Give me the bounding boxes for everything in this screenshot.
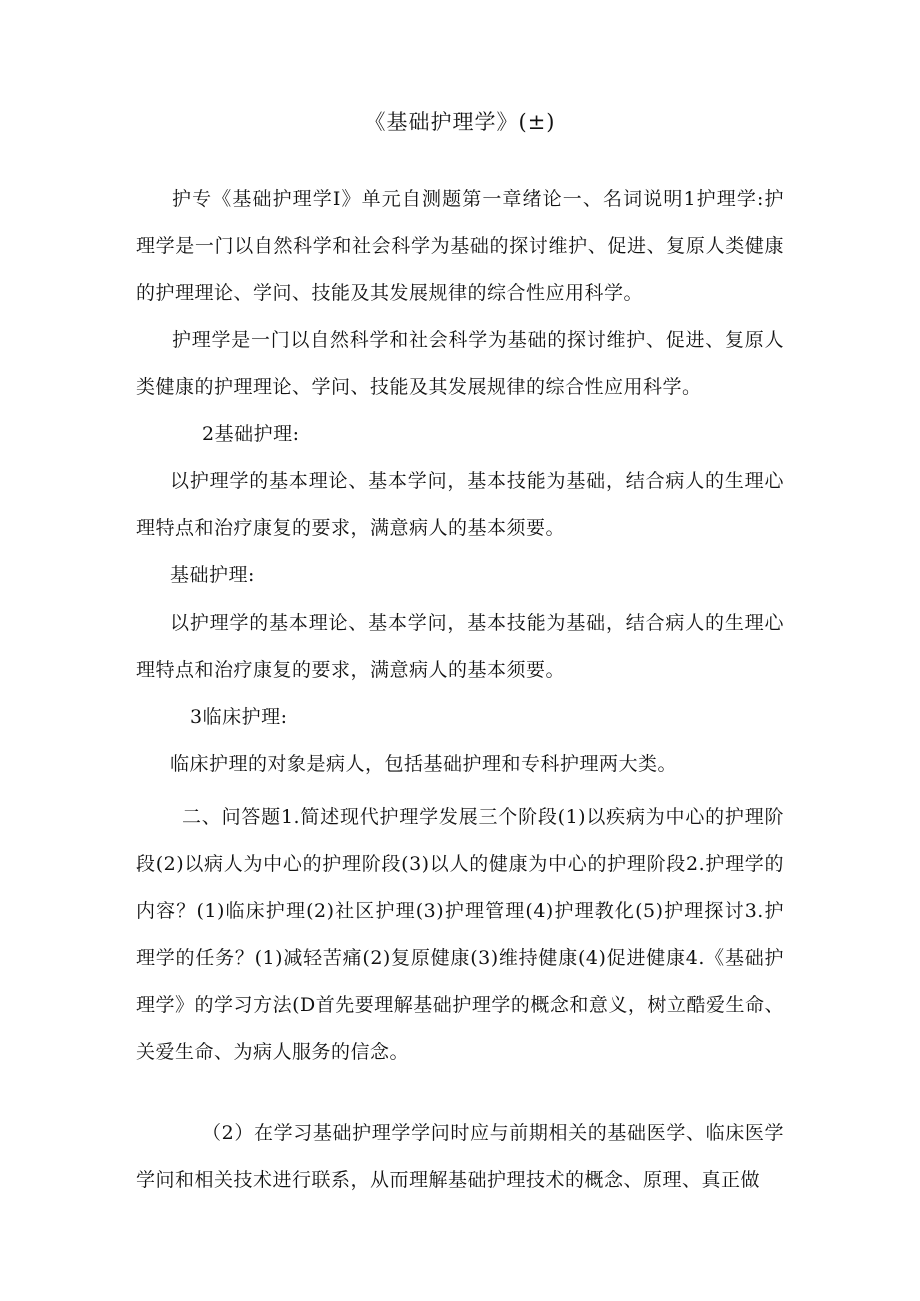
- heading-basic-nursing: 2基础护理:: [202, 423, 300, 445]
- paragraph-clinical-nursing: 临床护理的对象是病人，包括基础护理和专科护理两大类。: [170, 753, 678, 775]
- paragraph-learning-method-2: （2）在学习基础护理学学问时应与前期相关的基础医学、临床医学学问和相关技术进行联系，从而理解基础护理技术的概念、原理、真正做: [136, 1122, 784, 1191]
- paragraph-basic-nursing: 以护理学的基本理论、基本学问，基本技能为基础，结合病人的生理心理特点和治疗康复的要求，满意病人的基本须要。: [136, 470, 784, 539]
- heading-basic-nursing-repeat: 基础护理:: [170, 564, 255, 586]
- paragraph-definition-nursing: 护专《基础护理学I》单元自测题第一章绪论一、名词说明1护理学:护理学是一门以自然科学和社会科学为基础的探讨维护、促进、复原人类健康的护理理论、学问、技能及其发展规律的综合性应用科学。: [136, 188, 784, 304]
- heading-clinical-nursing: 3临床护理:: [190, 706, 288, 728]
- page-title: 《基础护理学》(±): [364, 110, 556, 134]
- paragraph-basic-nursing-repeat: 以护理学的基本理论、基本学问，基本技能为基础，结合病人的生理心理特点和治疗康复的要求，满意病人的基本须要。: [136, 612, 784, 681]
- paragraph-nursing-repeat: 护理学是一门以自然科学和社会科学为基础的探讨维护、促进、复原人类健康的护理理论、学问、技能及其发展规律的综合性应用科学。: [136, 329, 784, 398]
- paragraph-questions: 二、问答题1.简述现代护理学发展三个阶段(1)以疾病为中心的护理阶段(2)以病人为中心的护理阶段(3)以人的健康为中心的护理阶段2.护理学的内容？(1)临床护理(2)社区护理(3)护理管理(4)护理教化(5)护理探讨3.护理学的任务？(1)减轻苦痛(2)复原健康(3)维持健康(4)促进健康4.《基础护理学》的学习方法(D首先要理解基础护理学的概念和意义，树立酷爱生命、关爱生命、为病人服务的信念。: [136, 806, 784, 1063]
